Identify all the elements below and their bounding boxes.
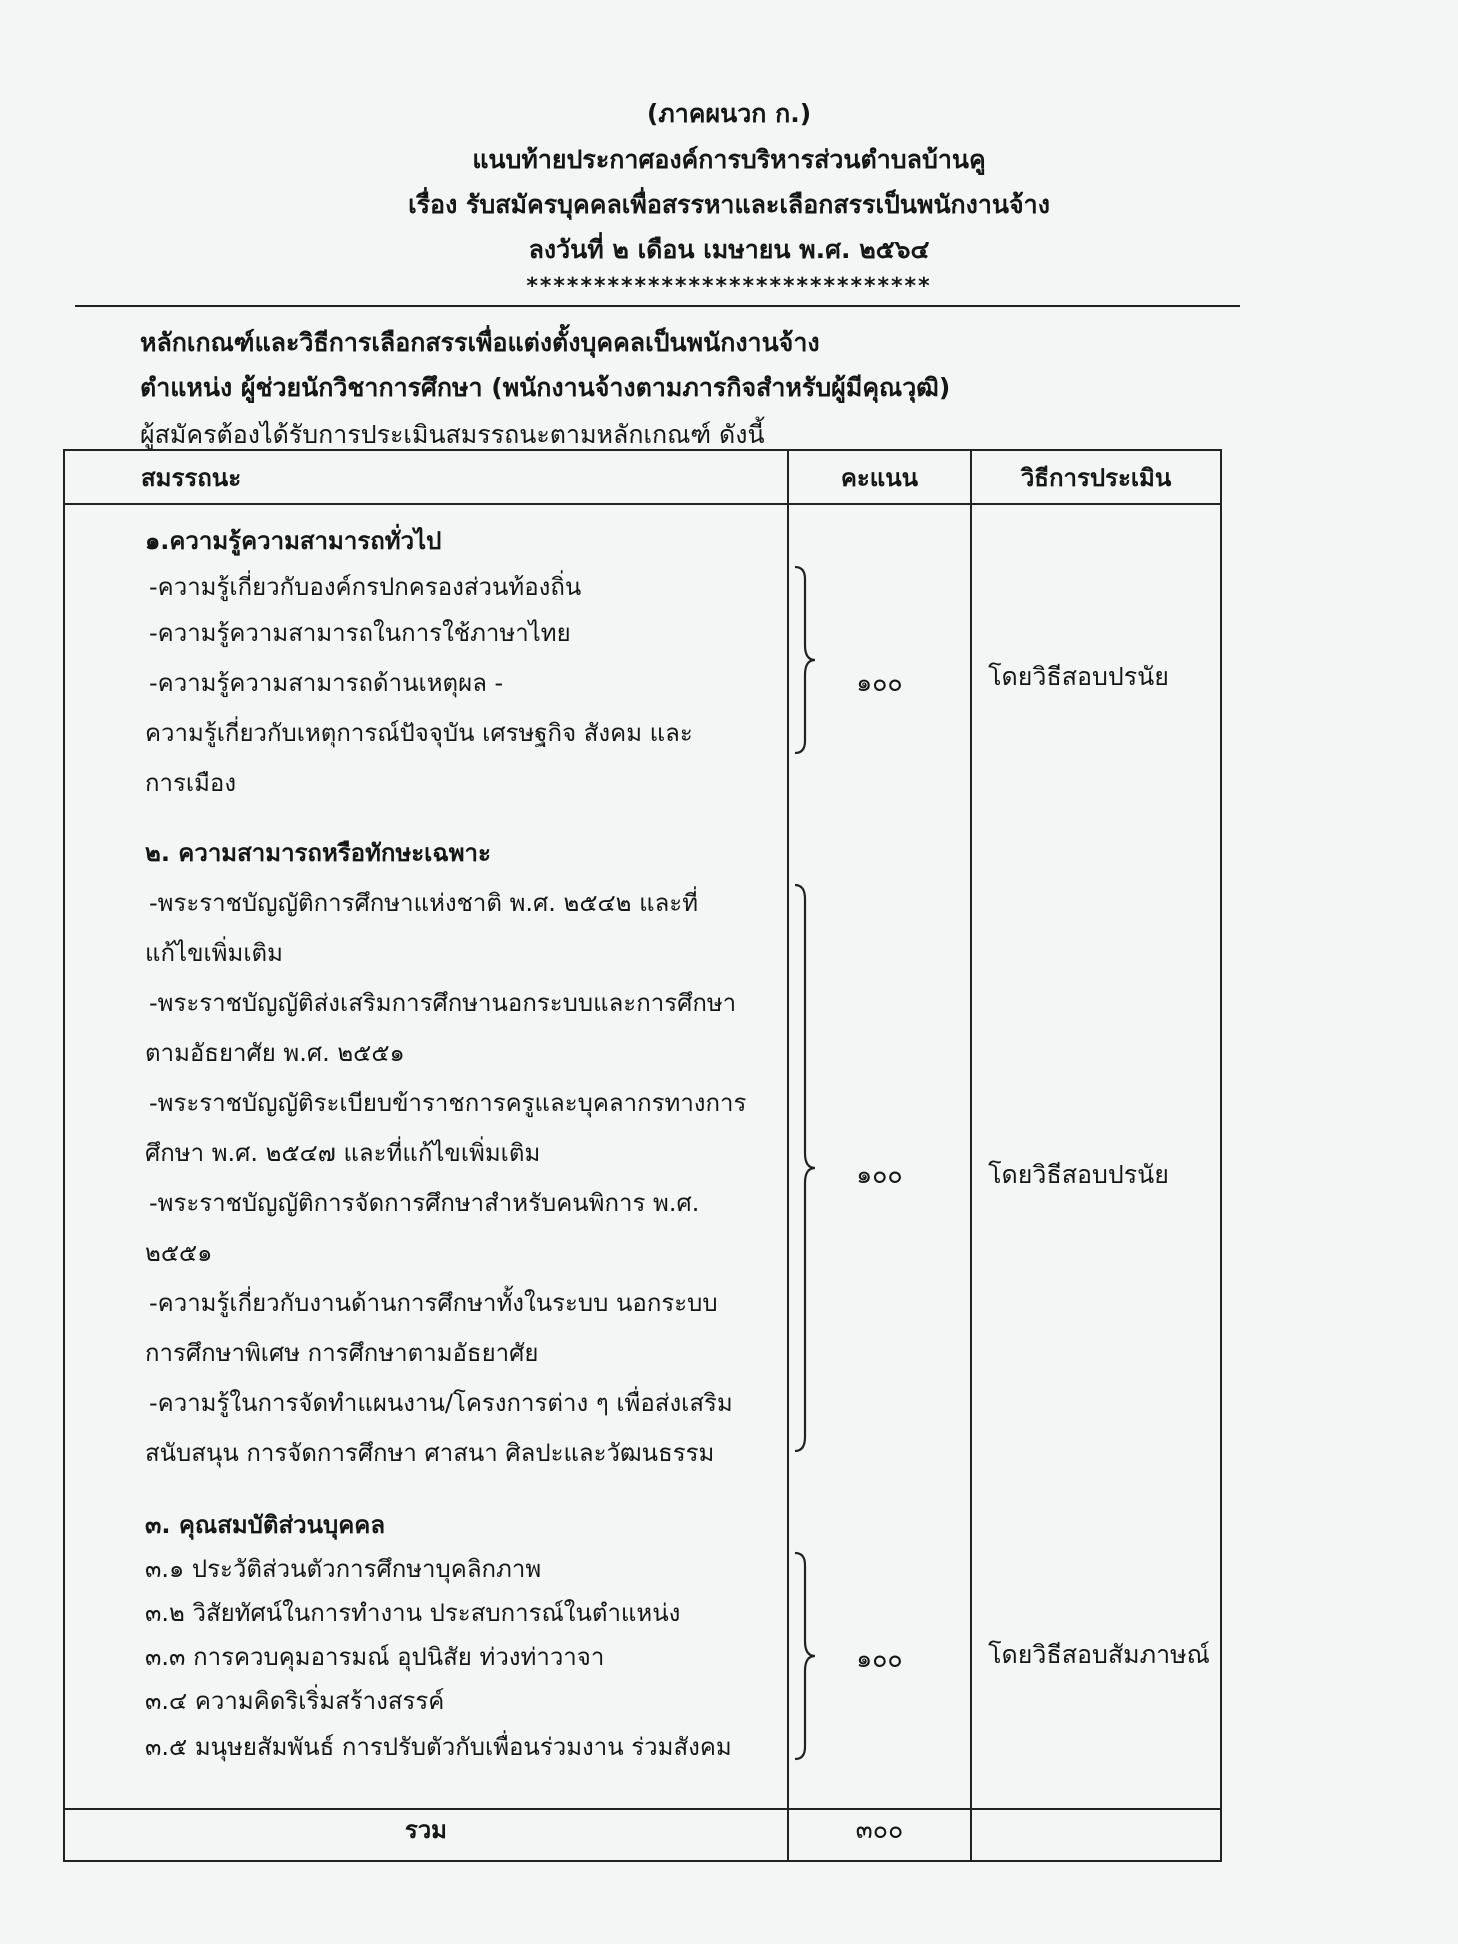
section-2-line: ศึกษา พ.ศ. ๒๕๔๗ และที่แก้ไขเพิ่มเติม (145, 1139, 541, 1168)
section-1-title: ๑.ความรู้ความสามารถทั่วไป (145, 527, 442, 556)
header-score: คะแนน (788, 450, 971, 504)
horizontal-rule (75, 305, 1240, 307)
announcement-title: แนบท้ายประกาศองค์การบริหารส่วนตำบลบ้านคู (472, 145, 986, 174)
section-3-title: ๓. คุณสมบัติส่วนบุคคล (145, 1511, 386, 1540)
section-2-line: -ความรู้เกี่ยวกับงานด้านการศึกษาทั้งในระบบ นอกระบบ (149, 1289, 718, 1318)
section-3-line: ๓.๕ มนุษยสัมพันธ์ การปรับตัวกับเพื่อนร่วมงาน ร่วมสังคม (145, 1733, 732, 1762)
header-competency: สมรรถนะ (64, 450, 788, 504)
criteria-table (63, 449, 1222, 1862)
section-2-line: -พระราชบัญญัติส่งเสริมการศึกษานอกระบบและการศึกษา (149, 989, 737, 1018)
section-1-method: โดยวิธีสอบปรนัย (988, 662, 1169, 692)
section-1-brace (793, 565, 817, 755)
section-1-line: -ความรู้เกี่ยวกับองค์กรปกครองส่วนท้องถิ่น (149, 573, 582, 602)
section-2-line: สนับสนุน การจัดการศึกษา ศาสนา ศิลปะและวัฒนธรรม (145, 1439, 715, 1468)
total-score: ๓๐๐ (788, 1809, 971, 1861)
section-1-line: การเมือง (145, 769, 237, 798)
section-2-line: -พระราชบัญญัติระเบียบข้าราชการครูและบุคลากรทางการ (149, 1089, 747, 1118)
section-2-line: -ความรู้ในการจัดทำแผนงาน/โครงการต่าง ๆ เพื่อส่งเสริม (149, 1389, 733, 1418)
method-cell (971, 504, 1221, 1809)
section-2-line: -พระราชบัญญัติการจัดการศึกษาสำหรับคนพิการ พ.ศ. (149, 1189, 700, 1218)
section-2-line: ตามอัธยาศัย พ.ศ. ๒๕๕๑ (145, 1039, 405, 1068)
total-row (64, 1809, 1221, 1861)
appendix-label: (ภาคผนวก ก.) (646, 99, 812, 128)
section-3-score: ๑๐๐ (856, 1644, 903, 1674)
section-1-line: -ความรู้ความสามารถในการใช้ภาษาไทย (149, 619, 571, 648)
section-3-line: ๓.๒ วิสัยทัศน์ในการทำงาน ประสบการณ์ในตำแหน่ง (145, 1599, 681, 1628)
section-3-method: โดยวิธีสอบสัมภาษณ์ (988, 1640, 1210, 1670)
section-2-score: ๑๐๐ (856, 1160, 903, 1190)
criteria-heading: หลักเกณฑ์และวิธีการเลือกสรรเพื่อแต่งตั้งบุคคลเป็นพนักงานจ้าง (140, 328, 820, 357)
stars-divider: ****************************** (526, 274, 932, 299)
section-2-line: การศึกษาพิเศษ การศึกษาตามอัธยาศัย (145, 1339, 539, 1368)
total-label: รวม (64, 1809, 788, 1861)
section-3-line: ๓.๑ ประวัติส่วนตัวการศึกษาบุคลิกภาพ (145, 1555, 542, 1584)
header-method: วิธีการประเมิน (971, 450, 1221, 504)
section-1-line: -ความรู้ความสามารถด้านเหตุผล - (149, 669, 504, 698)
section-1-score: ๑๐๐ (856, 668, 903, 698)
assessment-note: ผู้สมัครต้องได้รับการประเมินสมรรถนะตามหลักเกณฑ์ ดังนี้ (140, 420, 765, 449)
competency-cell (64, 504, 788, 1809)
section-1-line: ความรู้เกี่ยวกับเหตุการณ์ปัจจุบัน เศรษฐกิจ สังคม และ (145, 719, 693, 748)
table-header-row (64, 450, 1221, 504)
position-heading: ตำแหน่ง ผู้ช่วยนักวิชาการศึกษา (พนักงานจ้างตามภารกิจสำหรับผู้มีคุณวุฒิ) (140, 373, 951, 402)
table-body-row (64, 504, 1221, 1809)
announcement-date: ลงวันที่ ๒ เดือน เมษายน พ.ศ. ๒๕๖๔ (528, 235, 930, 264)
section-2-title: ๒. ความสามารถหรือทักษะเฉพาะ (145, 839, 491, 868)
section-2-method: โดยวิธีสอบปรนัย (988, 1160, 1169, 1190)
section-2-line: แก้ไขเพิ่มเติม (145, 939, 283, 968)
section-3-line: ๓.๔ ความคิดริเริ่มสร้างสรรค์ (145, 1687, 445, 1716)
score-cell (788, 504, 971, 1809)
section-2-line: -พระราชบัญญัติการศึกษาแห่งชาติ พ.ศ. ๒๕๔๒ และที่ (149, 889, 699, 918)
section-2-line: ๒๕๕๑ (145, 1239, 213, 1268)
section-3-line: ๓.๓ การควบคุมอารมณ์ อุปนิสัย ท่วงท่าวาจา (145, 1643, 605, 1672)
announcement-subject: เรื่อง รับสมัครบุคคลเพื่อสรรหาและเลือกสรรเป็นพนักงานจ้าง (408, 190, 1050, 219)
total-method-empty (971, 1809, 1221, 1861)
